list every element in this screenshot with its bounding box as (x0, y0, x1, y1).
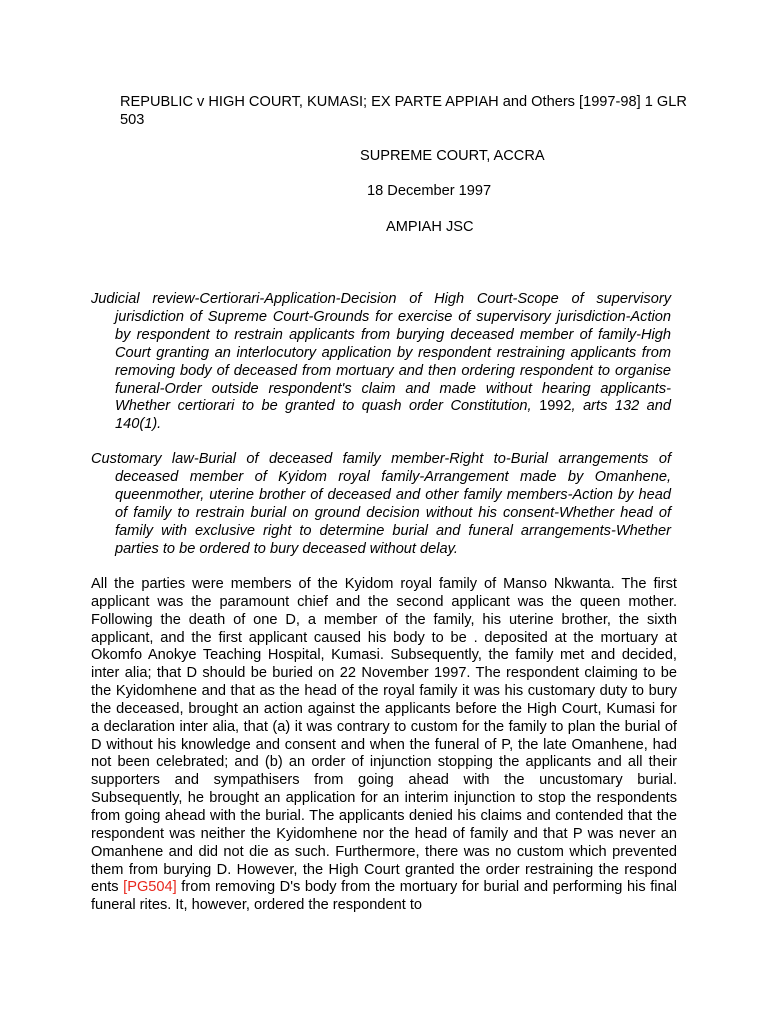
headnote-separator: , (571, 398, 584, 415)
headnote-articles: arts 132 and 140(1). (115, 398, 672, 433)
paragraph-text-continued: from removing D's body from the mortuary for burial and performing his final funeral rites. It, however, ordered the respondent to (91, 879, 678, 914)
headnote-judicial-review (91, 291, 671, 434)
case-summary-paragraph (91, 576, 677, 915)
headnote-text: Judicial review-Certiorari-Application-Decision of High Court-Scope of supervisory jurisdiction of Supreme Court-Grounds for exercise of supervisory jurisdiction-Action by respondent to restrain applicants from burying deceased member of family-High Court granting an interlocutory application by respondent restraining applicants from removing body of deceased from mortuary and then ordering respondent to organise funeral-Order outside respondent's claim and made without hearing applicants-Whether certiorari to be granted to quash order Constitution, (91, 291, 671, 415)
paragraph-text: All the parties were members of the Kyidom royal family of Manso Nkwanta. The first applicant was the paramount chief and the second applicant was the queen mother. Following the death of one D, a member of the family, his uterine brother, the sixth applicant, and the first applicant caused his body to be . deposited at the mortuary at Okomfo Anokye Teaching Hospital, Kumasi. Subsequently, the family met and decided, inter alia; that D should be buried on 22 November 1997. The respondent claiming to be the Kyidomhene and that as the head of the royal family it was his customary duty to bury the deceased, brought an action against the applicants before the High Court, Kumasi for a declaration inter alia, that (a) it was contrary to custom for the family to plan the burial of D without his knowledge and consent and when the funeral of P, the late Omanhene, had not been celebrated; and (b) an order of injunction stopping the applicants and all their supporters and sympathisers from going ahead with the uncustomary burial. Subsequently, he brought an application for an interim injunction to stop the respondents from going ahead with the burial. The applicants denied his claims and contended that the respondent was neither the Kyidomhene nor the head of family and that P was never an Omanhene and did not die as such. Furthermore, there was no custom which prevented them from burying D. However, the High Court granted the order restraining the respond ents (91, 576, 677, 896)
headnote-text: Customary law-Burial of deceased family member-Right to-Burial arrangements of deceased member of Kyidom royal family-Arrangement made by Omanhene, queenmother, uterine brother of deceased and other family members-Action by head of family to restrain burial on ground decision without his consent-Whether head of family with exclusive right to determine burial and funeral arrangements-Whether parties to be ordered to bury deceased without delay. (91, 451, 671, 557)
court-name: SUPREME COURT, ACCRA (360, 148, 545, 164)
page-reference-link[interactable]: [PG504] (123, 879, 177, 896)
judge-name: AMPIAH JSC (386, 219, 474, 235)
judgment-date: 18 December 1997 (367, 183, 492, 199)
headnote-year: 1992 (539, 398, 572, 415)
case-citation: REPUBLIC v HIGH COURT, KUMASI; EX PARTE APPIAH and Others [1997-98] 1 GLR 503 (120, 94, 687, 128)
headnote-customary-law (91, 451, 671, 558)
